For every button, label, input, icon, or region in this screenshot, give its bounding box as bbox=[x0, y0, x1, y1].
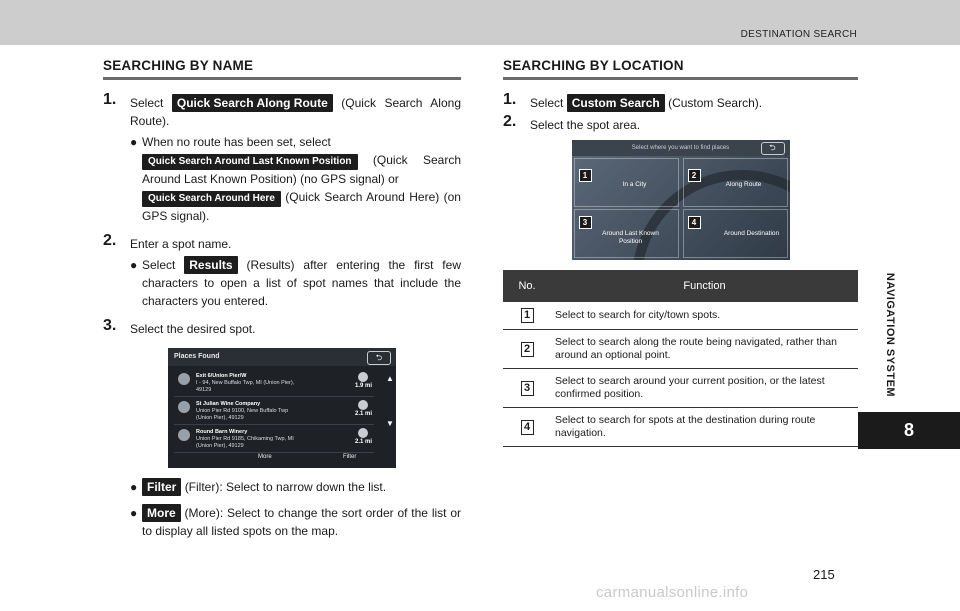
spot-area-screen bbox=[572, 140, 790, 260]
list-item[interactable]: Exit 6/Union Pier/W I - 94, New Buffalo Twp, MI (Union Pier), 49129 1.9 mi bbox=[174, 370, 374, 397]
step-2: 2. Select the spot area. bbox=[503, 113, 641, 132]
list-item[interactable]: Round Barn Winery Union Pier Rd 9185, Chikaming Twp, MI (Union Pier), 49129 2.1 mi bbox=[174, 426, 374, 453]
chapter-number: 8 bbox=[858, 412, 960, 449]
quick-search-last-known-button[interactable]: Quick Search Around Last Known Position bbox=[142, 154, 358, 170]
step-1: 1. Select Custom Search (Custom Search). bbox=[503, 91, 763, 110]
results-button[interactable]: Results bbox=[184, 256, 237, 274]
col-header-no: No. bbox=[503, 270, 551, 302]
back-button[interactable]: ⮌ bbox=[761, 142, 785, 155]
more-button[interactable]: More bbox=[142, 504, 181, 522]
section-title: SEARCHING BY LOCATION bbox=[503, 58, 858, 80]
section-title: SEARCHING BY NAME bbox=[103, 58, 461, 80]
screen-footer bbox=[238, 454, 388, 466]
right-column bbox=[503, 58, 858, 447]
quick-search-along-route-button[interactable]: Quick Search Along Route bbox=[172, 94, 333, 112]
location-pin-icon bbox=[178, 401, 190, 413]
scroll-arrows-icon[interactable]: ▲ ▼ bbox=[386, 374, 394, 428]
more-screen-button[interactable]: More bbox=[258, 454, 272, 460]
table-row: 4 Select to search for spots at the destination during route navigation. bbox=[503, 408, 858, 447]
custom-search-button[interactable]: Custom Search bbox=[567, 94, 665, 112]
area-option-destination[interactable]: 4 Around Destination bbox=[683, 209, 788, 258]
step-3: 3. Select the desired spot. bbox=[103, 317, 256, 336]
step-2-bullet: ● Select Results (Results) after entering the first few characters to open a list of spot names that include the characters you entered. bbox=[130, 258, 461, 308]
location-pin-icon bbox=[178, 429, 190, 441]
route-go-icon[interactable] bbox=[358, 372, 368, 382]
area-option-along-route[interactable]: 2 Along Route bbox=[683, 158, 788, 207]
more-bullet: ● More (More): Select to change the sort order of the list or to display all listed spots on the map. bbox=[130, 506, 461, 538]
step-2: 2. Enter a spot name. ● Select Results (Results) after entering the first few characters to open a list of spot names that include the characters you entered. bbox=[103, 232, 461, 308]
table-row: 1 Select to search for city/town spots. bbox=[503, 302, 858, 330]
places-found-screen bbox=[168, 348, 396, 468]
screen-prompt: Select where you want to find places bbox=[572, 140, 790, 156]
table-row: 3 Select to search around your current position, or the latest confirmed position. bbox=[503, 369, 858, 408]
function-table bbox=[503, 270, 858, 447]
page-number: 215 bbox=[813, 567, 835, 582]
step-1-bullet: ● When no route has been set, select Quick Search Around Last Known Position (Quick Search Around Last Known Position) (no GPS signal) or Quick Search Around Here (Quick Search Around Here) (on GPS signal). bbox=[130, 135, 461, 223]
back-button[interactable]: ⮌ bbox=[367, 351, 391, 365]
left-column bbox=[103, 58, 461, 543]
table-row: 2 Select to search along the route being navigated, rather than around an optional point. bbox=[503, 330, 858, 369]
watermark: carmanualsonline.info bbox=[596, 584, 749, 601]
list-item[interactable]: St Julian Wine Company Union Pier Rd 9100, New Buffalo Twp (Union Pier), 49129 2.1 mi bbox=[174, 398, 374, 425]
area-option-city[interactable]: 1 In a City bbox=[574, 158, 679, 207]
area-option-last-known[interactable]: 3 Around Last Known Position bbox=[574, 209, 679, 258]
filter-bullet: ● Filter (Filter): Select to narrow down the list. bbox=[130, 480, 387, 494]
col-header-function: Function bbox=[551, 270, 858, 302]
step-1: 1. Select Quick Search Along Route (Quick Search Along Route). ● When no route has been set, select Quick Search Around Last Known Position (Quick Search Around Last Known Position) (no GPS signal) or Quick Search Around Here (Quick Search Around Here) (on GPS signal). bbox=[103, 91, 461, 223]
screen-title: Places Found bbox=[168, 348, 396, 366]
location-pin-icon bbox=[178, 373, 190, 385]
filter-screen-button[interactable]: Filter bbox=[343, 454, 357, 460]
side-tab-label: NAVIGATION SYSTEM bbox=[884, 272, 896, 398]
route-go-icon[interactable] bbox=[358, 400, 368, 410]
running-title: DESTINATION SEARCH bbox=[740, 29, 857, 40]
quick-search-around-here-button[interactable]: Quick Search Around Here bbox=[142, 191, 281, 207]
route-go-icon[interactable] bbox=[358, 428, 368, 438]
filter-button[interactable]: Filter bbox=[142, 478, 181, 496]
